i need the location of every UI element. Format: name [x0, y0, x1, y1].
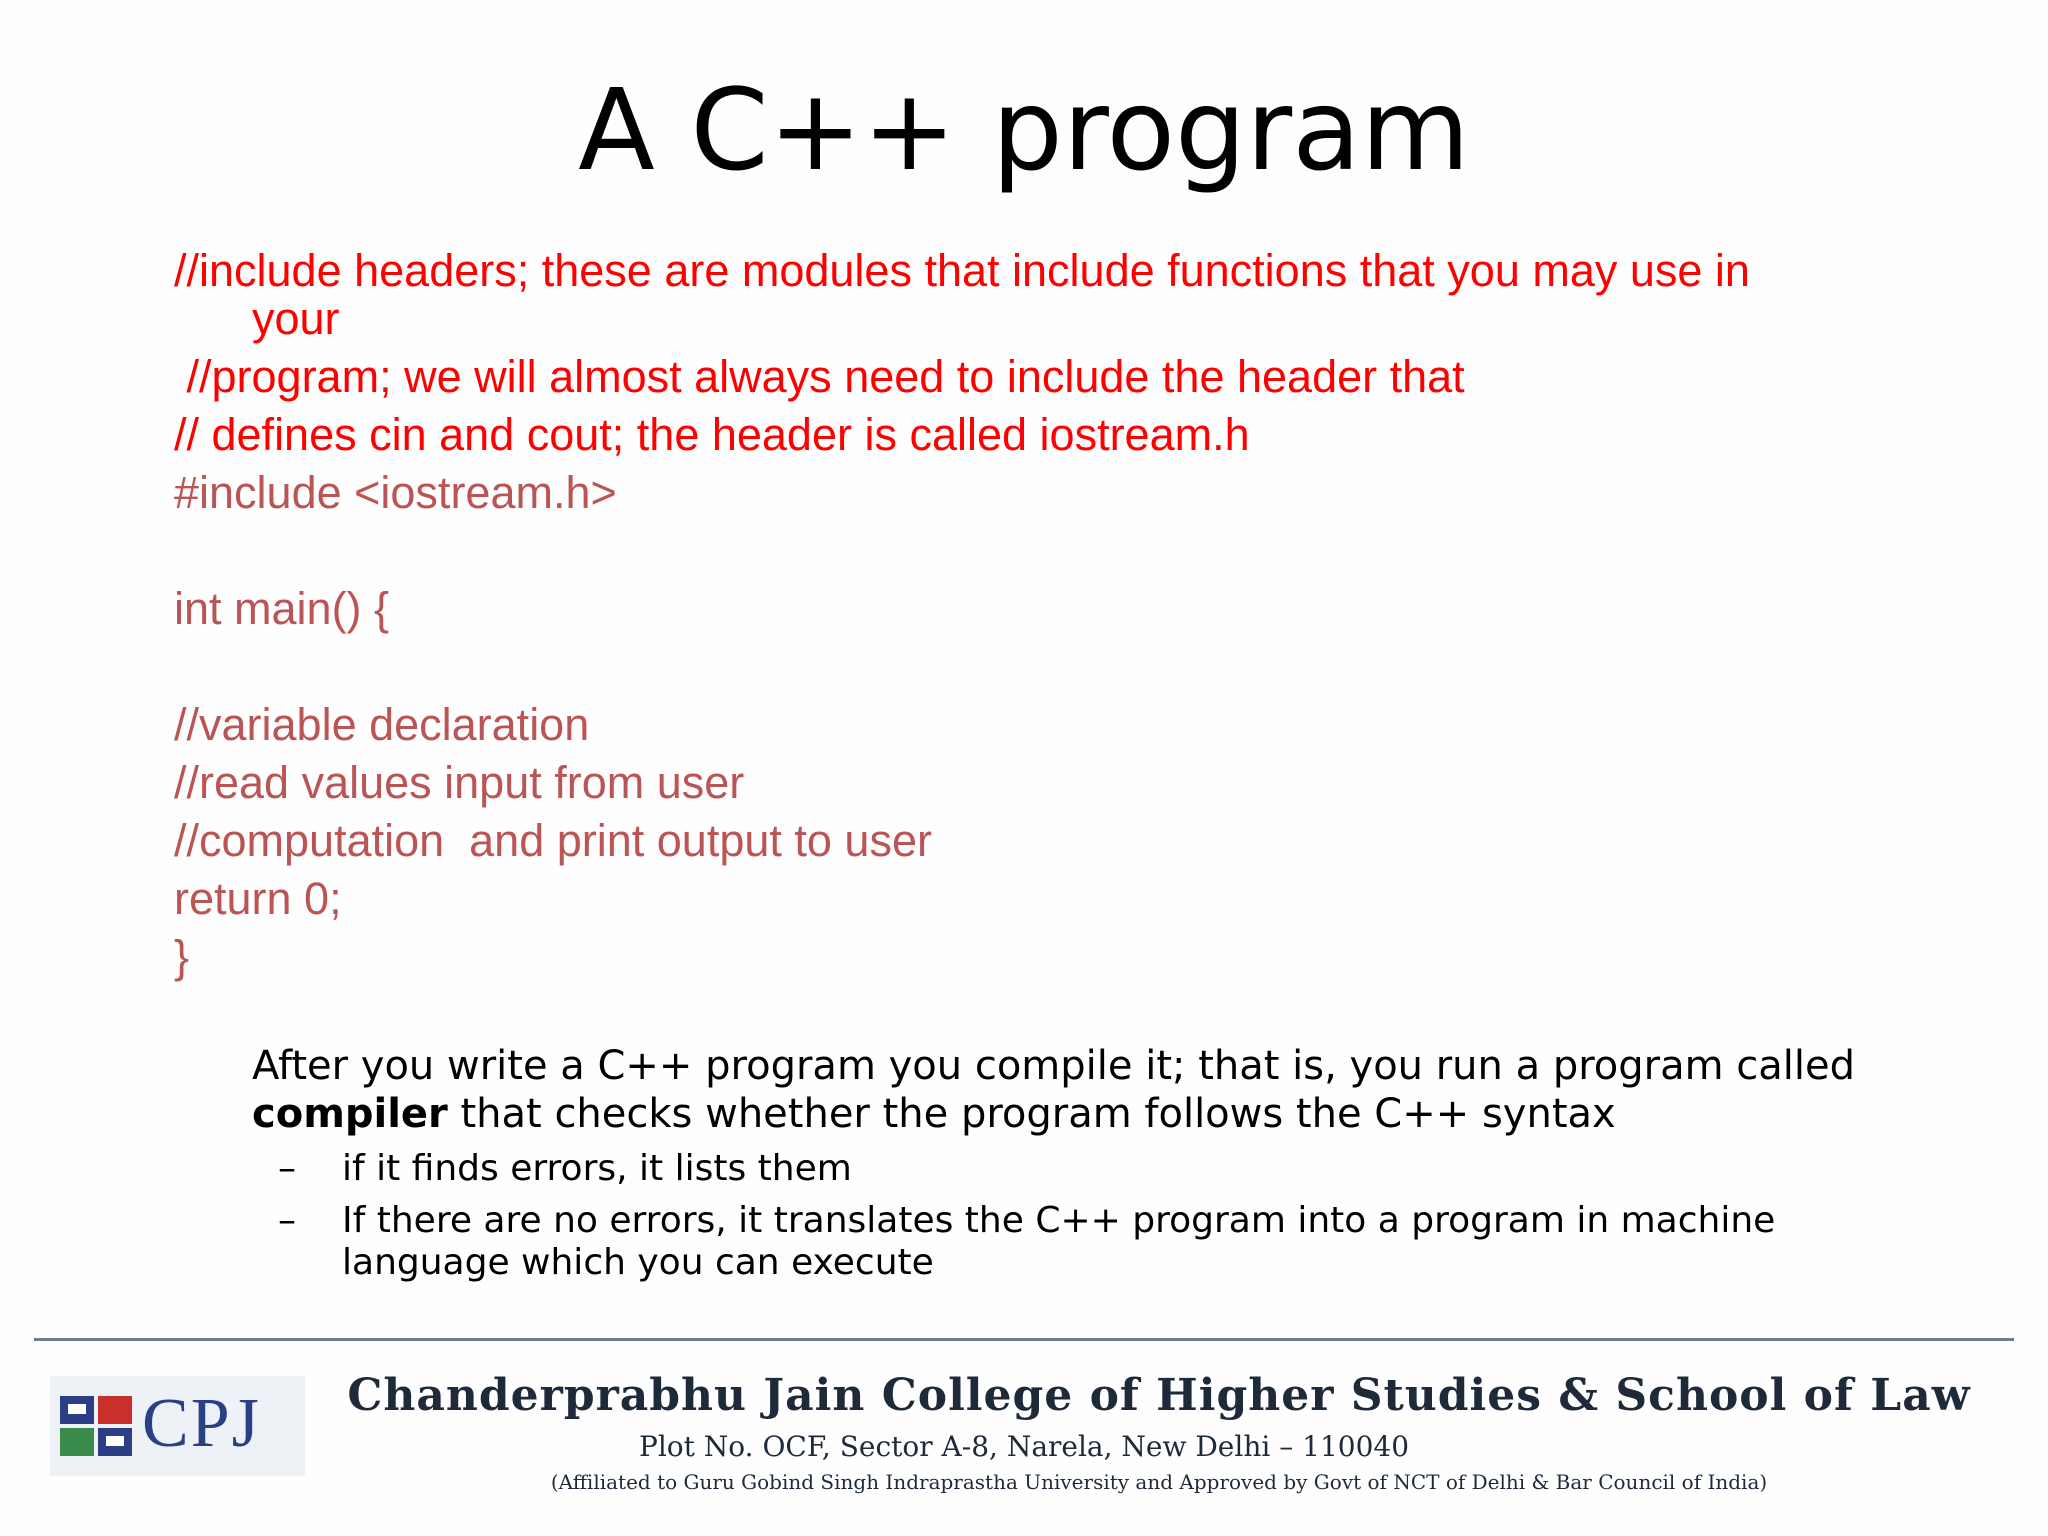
dash-bullet-icon: – [278, 1200, 296, 1241]
footer-divider [34, 1338, 2014, 1341]
compile-paragraph [252, 1042, 1892, 1138]
college-name: Chanderprabhu Jain College of Higher Studies & School of Law [347, 1370, 1971, 1421]
code-include-line: #include <iostream.h> [174, 467, 617, 518]
compile-paragraph-part1: After you write a C++ program you compile it; that is, you run a program called [252, 1043, 1856, 1089]
bullet-text: If there are no errors, it translates the C++ program into a program in machine language which you can execute [342, 1200, 1776, 1283]
college-logo [50, 1376, 305, 1476]
compiler-term: compiler [252, 1091, 448, 1137]
bullet-text: if it finds errors, it lists them [342, 1148, 852, 1189]
code-blank-line [174, 522, 1914, 580]
bullet-item-no-errors [252, 1200, 1892, 1284]
code-return-line: return 0; [174, 873, 342, 924]
compile-bullet-list [252, 1148, 1892, 1284]
code-block [174, 242, 1914, 986]
footer-banner [34, 1356, 2014, 1496]
code-main-line: int main() { [174, 583, 390, 634]
code-comment-line-1: //include headers; these are modules that include functions that you may use in [174, 245, 1750, 296]
code-comment-line-2: //program; we will almost always need to include the header that [174, 351, 1465, 402]
compile-notes [252, 1042, 1892, 1294]
code-variable-comment: //variable declaration [174, 699, 590, 750]
code-comment-line-1-wrap: your [252, 293, 340, 344]
code-compute-comment: //computation and print output to user [174, 815, 932, 866]
college-address: Plot No. OCF, Sector A-8, Narela, New Delhi – 110040 [638, 1430, 1410, 1463]
bullet-item-errors [252, 1148, 1892, 1190]
slide-title: A C++ program [578, 66, 1470, 196]
compile-paragraph-part2: that checks whether the program follows the C++ syntax [447, 1091, 1616, 1137]
dash-bullet-icon: – [278, 1148, 296, 1189]
code-comment-line-3: // defines cin and cout; the header is called iostream.h [174, 409, 1250, 460]
college-shield-icon [58, 1392, 134, 1460]
code-blank-line [174, 638, 1914, 696]
code-closing-brace: } [174, 931, 190, 982]
college-affiliation: (Affiliated to Guru Gobind Singh Indraprastha University and Approved by Govt of NCT of Delhi & Bar Council of India) [550, 1470, 1768, 1494]
code-read-comment: //read values input from user [174, 757, 745, 808]
logo-text: CPJ [142, 1385, 261, 1462]
